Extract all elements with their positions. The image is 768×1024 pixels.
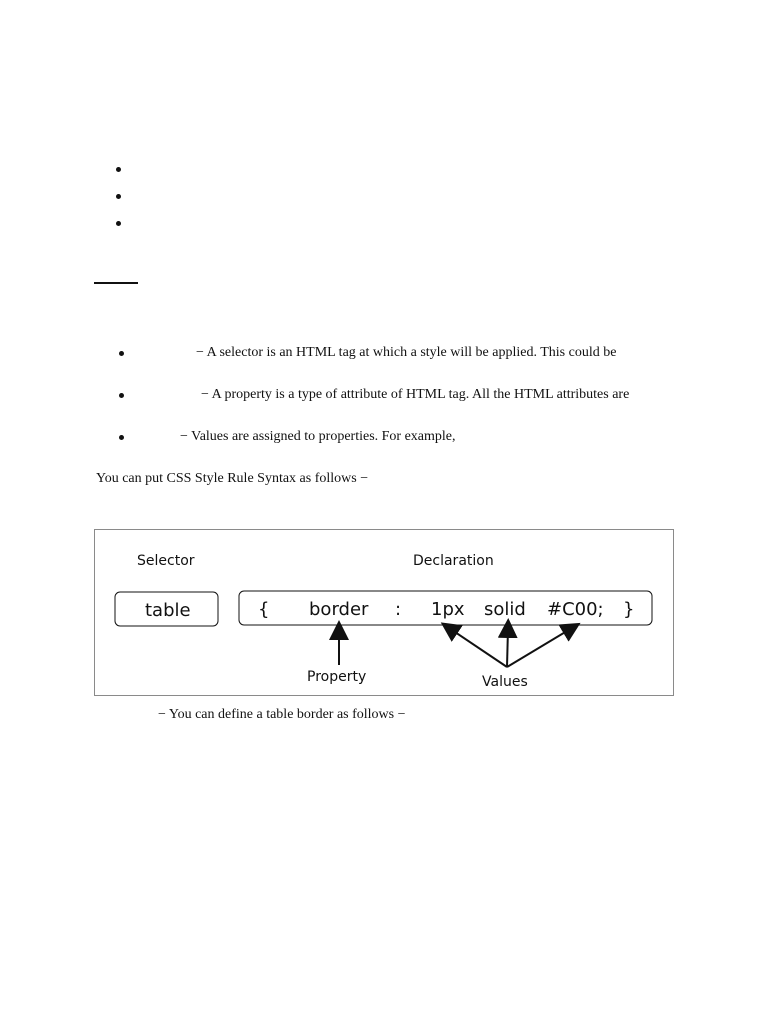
- value-1px: 1px: [431, 599, 465, 620]
- bullet-point: [116, 221, 121, 226]
- bullet-point: [116, 167, 121, 172]
- value-arrow-1px: [449, 628, 507, 667]
- declaration-heading: Declaration: [413, 553, 494, 569]
- bullet-point: [119, 435, 124, 440]
- selector-heading: Selector: [137, 553, 195, 569]
- bullet-point: [116, 194, 121, 199]
- property-value: border: [309, 599, 369, 620]
- value-solid: solid: [484, 599, 526, 620]
- value-arrow-color: [507, 628, 572, 667]
- selector-description: − A selector is an HTML tag at which a style will be applied. This could be: [196, 345, 617, 360]
- heading-underline: [94, 282, 138, 284]
- syntax-intro: You can put CSS Style Rule Syntax as follows −: [96, 471, 369, 486]
- property-label: Property: [307, 669, 367, 685]
- selector-value: table: [145, 600, 191, 621]
- value-color: #C00;: [547, 599, 604, 620]
- property-description: − A property is a type of attribute of HTML tag. All the HTML attributes are: [201, 387, 630, 402]
- open-brace: {: [258, 599, 270, 620]
- table-border-example-caption: − You can define a table border as follows −: [158, 707, 406, 722]
- colon-symbol: :: [395, 599, 402, 620]
- css-rule-diagram: [94, 529, 674, 696]
- values-label: Values: [482, 674, 528, 690]
- bullet-point: [119, 351, 124, 356]
- css-rule-diagram-svg: [95, 530, 675, 697]
- value-description: − Values are assigned to properties. For example,: [180, 429, 456, 444]
- close-brace: }: [623, 599, 635, 620]
- value-arrow-solid: [507, 628, 508, 667]
- bullet-point: [119, 393, 124, 398]
